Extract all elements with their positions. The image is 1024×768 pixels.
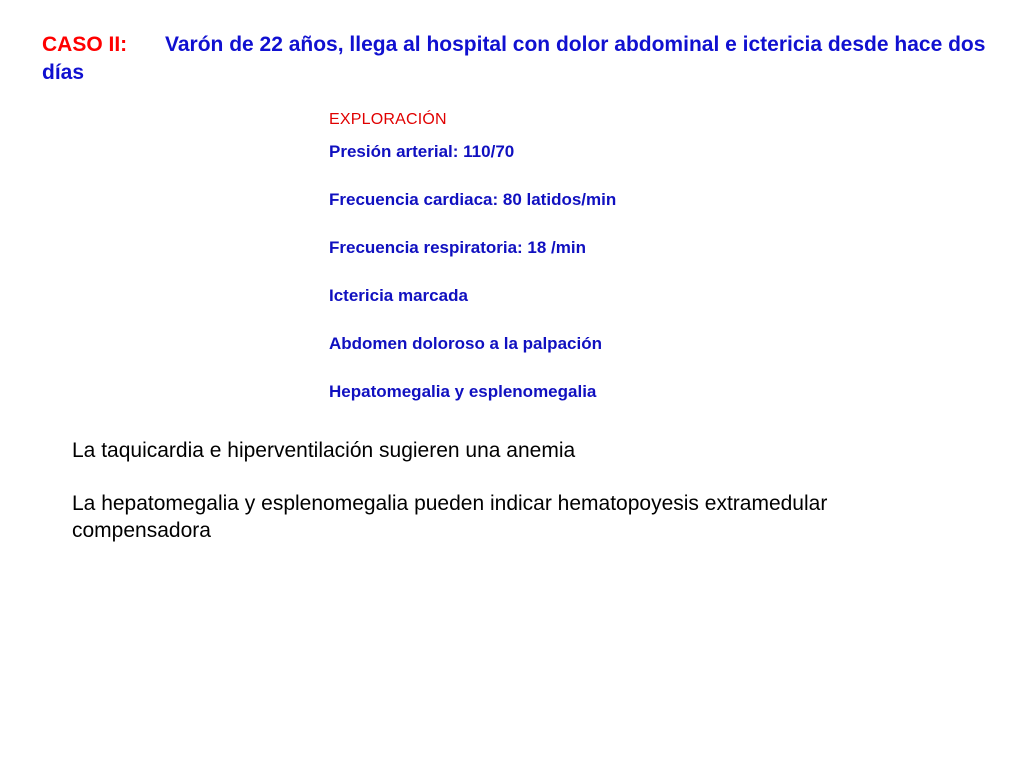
finding-abdominal-pain: Abdomen doloroso a la palpación: [329, 334, 602, 353]
conclusions-section: [72, 437, 952, 570]
case-label: CASO II:: [42, 33, 128, 56]
finding-respiratory-rate: Frecuencia respiratoria: 18 /min: [329, 238, 586, 257]
conclusion-hematopoiesis: La hepatomegalia y esplenomegalia pueden indicar hematopoyesis extramedular compensadora: [72, 492, 828, 542]
case-header: [42, 31, 1002, 87]
finding-blood-pressure: Presión arterial: 110/70: [329, 142, 515, 161]
finding-jaundice: Ictericia marcada: [329, 286, 468, 305]
finding-heart-rate: Frecuencia cardiaca: 80 latidos/min: [329, 190, 617, 209]
exploration-title: EXPLORACIÓN: [329, 111, 447, 128]
finding-organomegaly: Hepatomegalia y esplenomegalia: [329, 382, 597, 401]
case-description: Varón de 22 años, llega al hospital con dolor abdominal e ictericia desde hace dos días: [42, 33, 986, 84]
conclusion-anemia: La taquicardia e hiperventilación sugieren una anemia: [72, 439, 576, 462]
findings-list: [329, 140, 929, 404]
exploration-section: [329, 109, 929, 428]
